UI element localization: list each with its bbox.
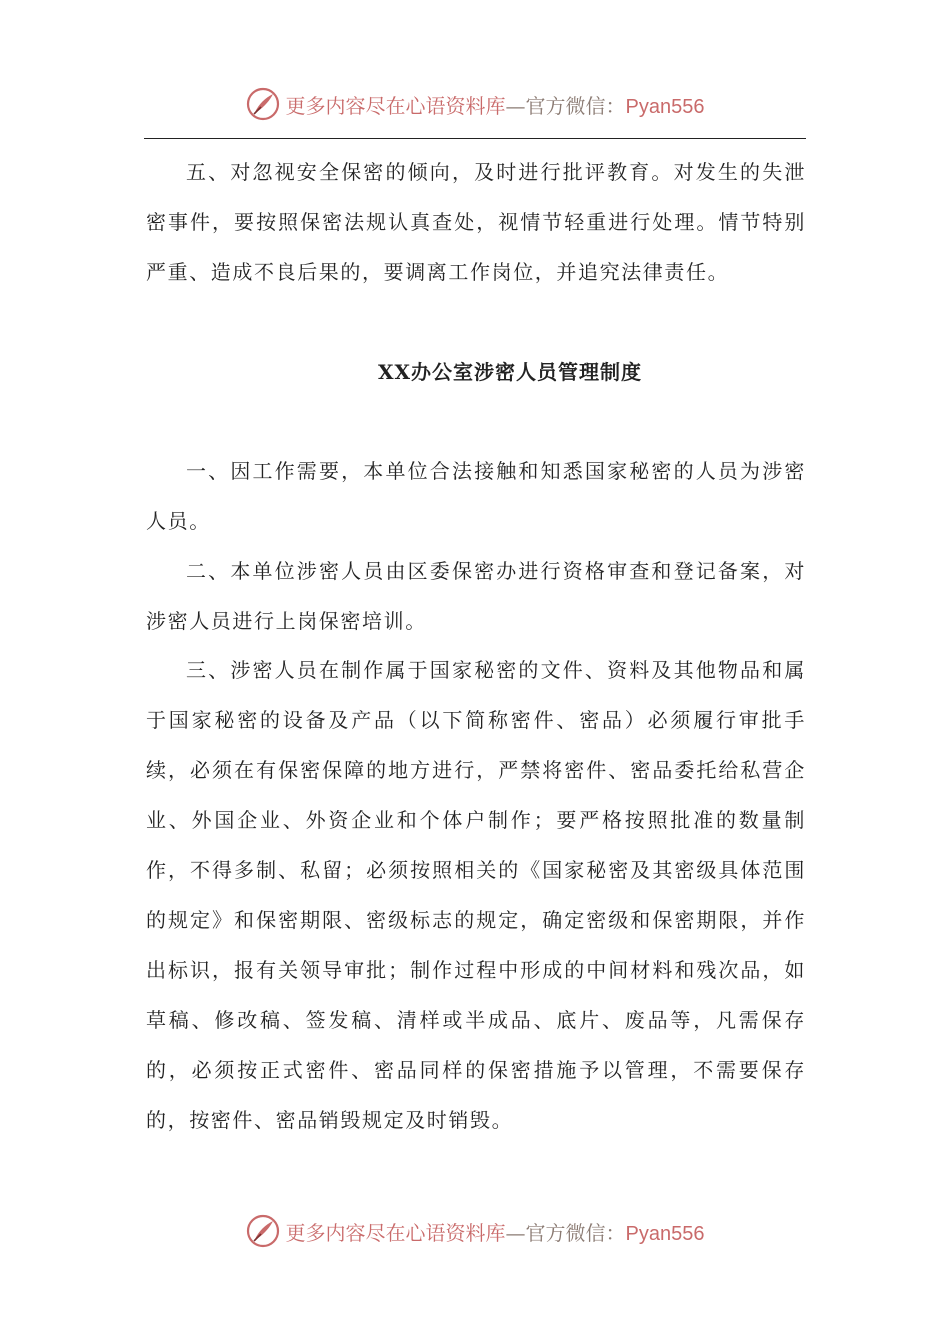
paragraph-one: 一、因工作需要，本单位合法接触和知悉国家秘密的人员为涉密人员。	[146, 459, 806, 533]
quill-logo-icon	[246, 1214, 280, 1248]
quill-logo-icon	[246, 87, 280, 121]
header-divider	[144, 138, 806, 139]
paragraph-five: 五、对忽视安全保密的倾向，及时进行批评教育。对发生的失泄密事件，要按照保密法规认真查处，视情节轻重进行处理。情节特别严重、造成不良后果的，要调离工作岗位，并追究法律责任。	[146, 160, 806, 284]
section-title: XX办公室涉密人员管理制度	[377, 360, 643, 384]
footer-banner-text	[286, 1217, 705, 1246]
header-banner-text	[286, 90, 705, 119]
header-banner-main: 更多内容尽在心语资料库	[285, 93, 506, 118]
footer-banner	[0, 1209, 950, 1253]
header-banner	[0, 82, 950, 126]
header-banner-wechat-id: Pyan556	[625, 95, 705, 118]
footer-banner-main: 更多内容尽在心语资料库	[285, 1220, 506, 1245]
header-banner-wechat-label: 官方微信：	[525, 93, 626, 118]
header-banner-separator: —	[505, 93, 526, 118]
footer-banner-separator: —	[505, 1220, 526, 1245]
footer-banner-wechat-label: 官方微信：	[525, 1220, 626, 1245]
paragraph-two: 二、本单位涉密人员由区委保密办进行资格审查和登记备案，对涉密人员进行上岗保密培训。	[146, 559, 806, 633]
paragraph-three: 三、涉密人员在制作属于国家秘密的文件、资料及其他物品和属于国家秘密的设备及产品（以下简称密件、密品）必须履行审批手续，必须在有保密保障的地方进行，严禁将密件、密品委托给私营企业、外国企业、外资企业和个体户制作；要严格按照批准的数量制作，不得多制、私留；必须按照相关的《国家秘密及其密级具体范围的规定》和保密期限、密级标志的规定，确定密级和保密期限，并作出标识，报有关领导审批；制作过程中形成的中间材料和残次品，如草稿、修改稿、签发稿、清样或半成品、底片、废品等，凡需保存的，必须按正式密件、密品同样的保密措施予以管理，不需要保存的，按密件、密品销毁规定及时销毁。	[146, 658, 806, 1132]
footer-banner-wechat-id: Pyan556	[625, 1222, 705, 1245]
